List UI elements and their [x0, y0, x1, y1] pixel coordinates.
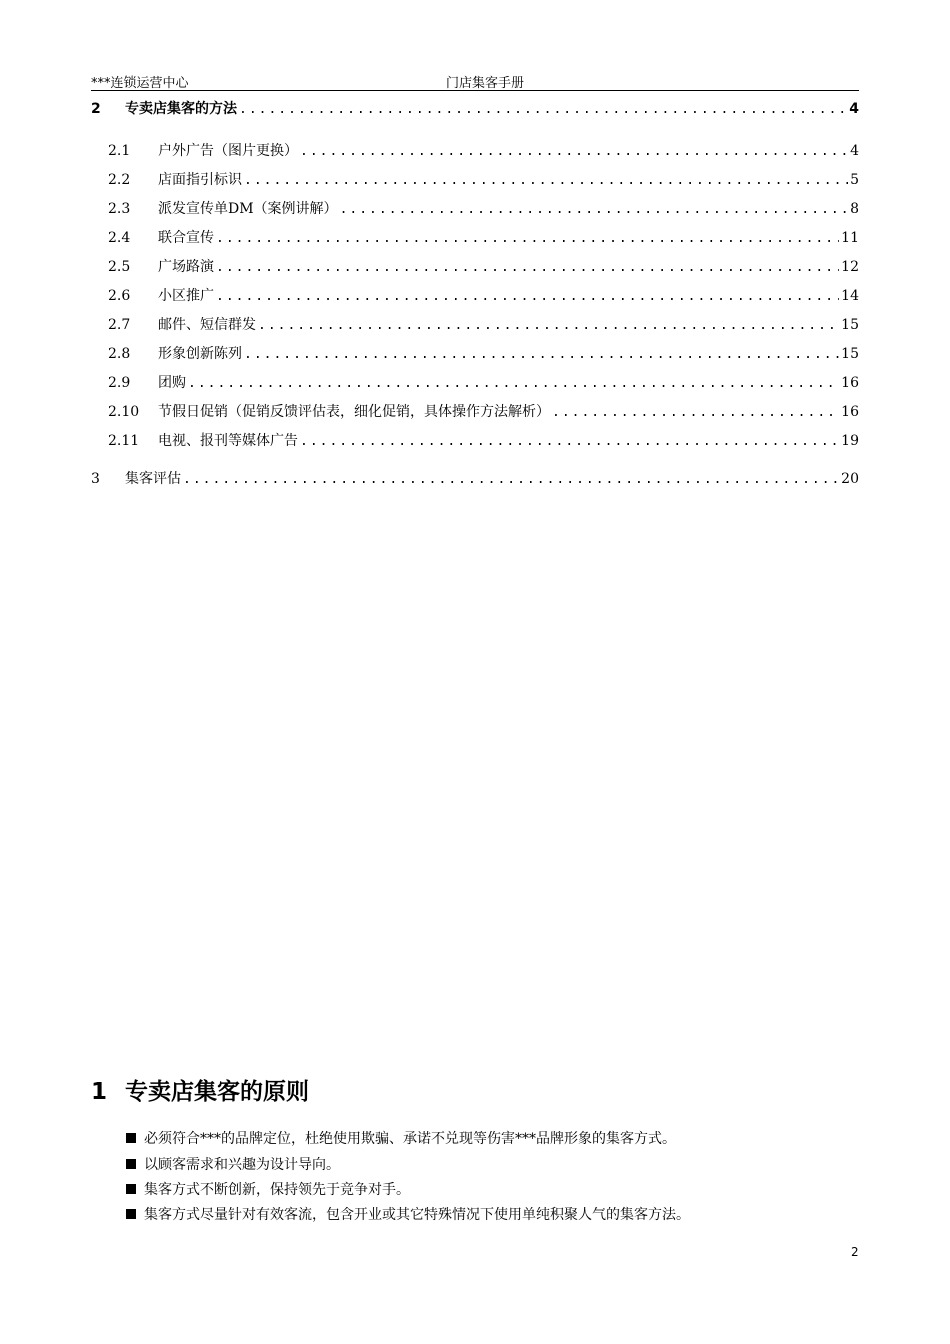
toc-entry-page: 20 [841, 471, 859, 487]
toc-entry-number: 2.11 [108, 433, 140, 449]
toc-leader-dots [216, 289, 839, 304]
toc-entry[interactable] [91, 372, 859, 394]
toc-entry-number: 2.9 [108, 375, 131, 391]
header-organization: ***连锁运营中心 [91, 76, 189, 91]
toc-entry-page: 19 [841, 433, 859, 449]
toc-leader-dots [239, 102, 847, 117]
toc-entry-title: 团购 [158, 375, 186, 391]
toc-leader-dots [216, 231, 839, 246]
toc-entry-number: 2.4 [108, 230, 131, 246]
square-bullet-icon [126, 1133, 136, 1143]
toc-entry[interactable] [91, 430, 859, 452]
toc-entry-number: 2 [91, 101, 101, 117]
toc-entry-title: 联合宣传 [158, 230, 214, 246]
toc-entry[interactable] [91, 343, 859, 365]
toc-entry-number: 2.7 [108, 317, 131, 333]
toc-entry-page: 16 [841, 404, 859, 420]
list-item-text: 以顾客需求和兴趣为设计导向。 [144, 1157, 340, 1173]
list-item-text: 集客方式尽量针对有效客流，包含开业或其它特殊情况下使用单纯积聚人气的集客方法。 [144, 1207, 690, 1223]
toc-entry[interactable] [91, 401, 859, 423]
toc-leader-dots [340, 202, 849, 217]
toc-entry[interactable] [91, 98, 859, 120]
square-bullet-icon [126, 1159, 136, 1169]
toc-entry-number: 2.1 [108, 143, 131, 159]
section-title: 专卖店集客的原则 [125, 1079, 309, 1105]
toc-entry[interactable] [91, 227, 859, 249]
toc-entry-page: 4 [850, 143, 859, 159]
toc-entry-number: 2.5 [108, 259, 131, 275]
toc-entry-title: 邮件、短信群发 [158, 317, 256, 333]
toc-entry-number: 2.8 [108, 346, 131, 362]
toc-leader-dots [300, 434, 839, 449]
toc-entry-page: 5 [850, 172, 859, 188]
toc-entry-title: 形象创新陈列 [158, 346, 242, 362]
toc-entry-page: 15 [841, 317, 859, 333]
toc-entry-number: 3 [91, 471, 100, 487]
toc-entry-number: 2.2 [108, 172, 131, 188]
header-document-title: 门店集客手册 [446, 76, 525, 91]
list-item [126, 1154, 340, 1174]
toc-entry-page: 12 [841, 259, 859, 275]
toc-leader-dots [552, 405, 839, 420]
page-number: 2 [851, 1245, 859, 1259]
toc-entry-title: 户外广告（图片更换） [158, 143, 298, 159]
toc-leader-dots [244, 347, 839, 362]
toc-entry-title: 电视、报刊等媒体广告 [158, 433, 298, 449]
toc-entry-title: 专卖店集客的方法 [125, 101, 237, 117]
section-number: 1 [91, 1079, 108, 1105]
toc-entry-title: 小区推广 [158, 288, 214, 304]
toc-entry-page: 11 [841, 230, 859, 246]
list-item [126, 1128, 676, 1148]
toc-entry-title: 派发宣传单DM（案例讲解） [158, 201, 338, 217]
toc-entry-number: 2.10 [108, 404, 140, 420]
toc-entry-number: 2.3 [108, 201, 131, 217]
toc-leader-dots [300, 144, 848, 159]
toc-leader-dots [258, 318, 839, 333]
toc-entry[interactable] [91, 198, 859, 220]
toc-entry-page: 16 [841, 375, 859, 391]
toc-entry[interactable] [91, 140, 859, 162]
toc-entry-title: 节假日促销（促销反馈评估表，细化促销，具体操作方法解析） [158, 404, 550, 420]
toc-leader-dots [244, 173, 848, 188]
toc-entry-page: 14 [841, 288, 859, 304]
toc-entry[interactable] [91, 285, 859, 307]
toc-entry[interactable] [91, 256, 859, 278]
toc-entry[interactable] [91, 169, 859, 191]
list-item [126, 1204, 690, 1224]
toc-entry-title: 广场路演 [158, 259, 214, 275]
toc-leader-dots [216, 260, 839, 275]
section-heading [91, 1073, 309, 1106]
toc-entry-title: 集客评估 [125, 471, 181, 487]
toc-entry-page: 15 [841, 346, 859, 362]
list-item-text: 集客方式不断创新，保持领先于竞争对手。 [144, 1182, 410, 1198]
list-item [126, 1179, 410, 1199]
square-bullet-icon [126, 1209, 136, 1219]
square-bullet-icon [126, 1184, 136, 1194]
list-item-text: 必须符合***的品牌定位，杜绝使用欺骗、承诺不兑现等伤害***品牌形象的集客方式。 [144, 1131, 676, 1147]
toc-entry[interactable] [91, 468, 859, 490]
toc-leader-dots [183, 472, 839, 487]
toc-entry[interactable] [91, 314, 859, 336]
toc-entry-page: 8 [850, 201, 859, 217]
toc-entry-title: 店面指引标识 [158, 172, 242, 188]
page-header [91, 70, 859, 91]
toc-entry-number: 2.6 [108, 288, 131, 304]
toc-entry-page: 4 [849, 101, 859, 117]
toc-leader-dots [188, 376, 839, 391]
